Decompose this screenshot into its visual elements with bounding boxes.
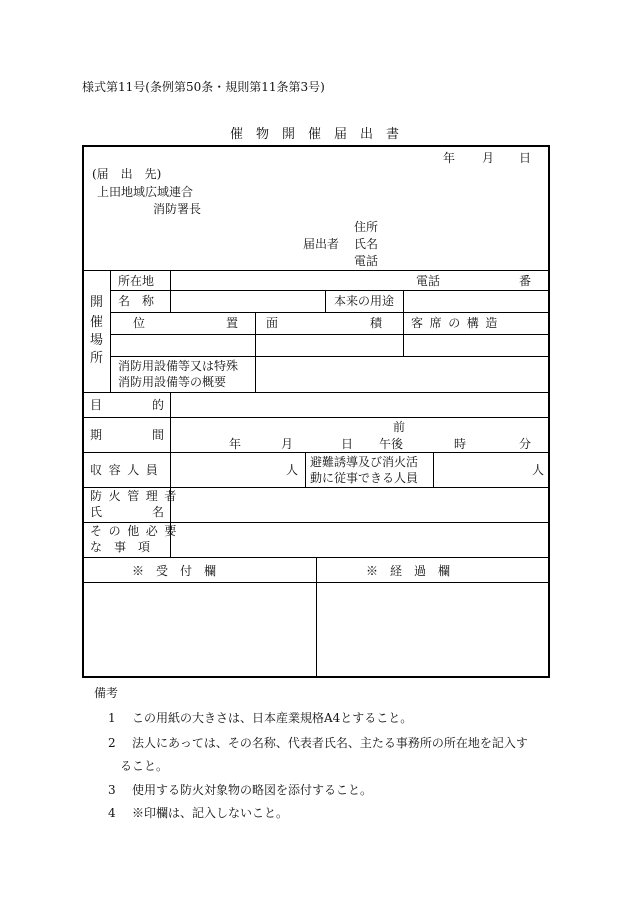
rule <box>316 557 317 678</box>
venue-group-char: 催 <box>90 315 104 330</box>
period-pm: 午後 <box>379 437 404 451</box>
period-month: 月 <box>281 437 294 451</box>
evac-staff-label: 避難誘導及び消火活 <box>310 455 419 469</box>
rule <box>433 452 434 487</box>
rule <box>82 417 550 418</box>
rule <box>305 452 306 487</box>
venue-name-label: 名 称 <box>118 294 155 308</box>
rule <box>110 270 111 392</box>
note-text: この用紙の大きさは、日本産業規格A4とすること。 <box>132 711 413 725</box>
note-number: 1 <box>108 711 116 725</box>
other-matters-label: な 事 項 <box>90 540 151 554</box>
special-equipment-label: 消防用設備等又は特殊 <box>118 359 239 373</box>
venue-seating-label: 客席の構造 <box>411 316 505 330</box>
rule <box>82 270 550 271</box>
rule <box>255 312 256 392</box>
title-char: 催 <box>230 127 244 142</box>
purpose-label: 目 <box>90 398 103 412</box>
rule <box>325 290 326 312</box>
title-char: 開 <box>282 127 296 142</box>
venue-area-label: 面 <box>266 316 279 330</box>
title-char: 出 <box>360 127 374 142</box>
rule <box>110 356 550 357</box>
capacity-unit: 人 <box>286 463 299 477</box>
progress-label: ※ 経 過 欄 <box>366 564 451 578</box>
form-number-header: 様式第11号(条例第50条・規則第11条第3号) <box>82 80 325 94</box>
venue-position-label: 置 <box>226 316 239 330</box>
period-label: 間 <box>152 428 165 442</box>
date-year: 年 <box>443 151 456 165</box>
applicant-phone-label: 電話 <box>354 254 379 268</box>
note-text: ること。 <box>120 759 169 773</box>
reception-label: ※ 受 付 欄 <box>132 564 217 578</box>
venue-group-char: 所 <box>90 351 104 366</box>
note-text: 法人にあっては、その名称、代表者氏名、主たる事務所の所在地を記入す <box>132 736 528 750</box>
rule <box>110 290 550 291</box>
venue-position-label: 位 <box>133 316 146 330</box>
rule <box>82 452 550 453</box>
rule <box>170 270 171 312</box>
venue-group-char: 場 <box>90 333 104 348</box>
evac-staff-label: 動に従事できる人員 <box>310 471 419 485</box>
addressee-chief: 消防署長 <box>153 202 202 216</box>
note-text: 使用する防火対象物の略図を添付すること。 <box>132 783 373 797</box>
venue-use-label: 本来の用途 <box>334 294 395 308</box>
venue-location-label: 所在地 <box>118 274 155 288</box>
fire-manager-name-label: 氏 <box>90 505 103 519</box>
rule <box>82 487 550 488</box>
notes-heading: 備考 <box>94 686 119 700</box>
venue-group-char: 開 <box>90 295 104 310</box>
venue-phone-suffix: 番 <box>519 274 532 288</box>
rule <box>82 392 550 393</box>
fire-manager-name-label: 名 <box>152 505 165 519</box>
date-month: 月 <box>482 151 495 165</box>
capacity-label: 収容人員 <box>90 463 165 477</box>
addressee-label: (届 出 先) <box>92 167 162 181</box>
period-year: 年 <box>229 437 242 451</box>
fire-manager-label: 防火管理者 <box>90 489 184 503</box>
period-minute: 分 <box>519 437 532 451</box>
special-equipment-label: 消防用設備等の概要 <box>118 375 227 389</box>
venue-phone-label: 電話 <box>416 274 441 288</box>
period-label: 期 <box>90 428 103 442</box>
rule <box>110 312 550 313</box>
title-char: 書 <box>386 127 400 142</box>
applicant-name-label: 氏名 <box>354 237 379 251</box>
period-day: 日 <box>341 437 354 451</box>
note-number: 2 <box>108 736 116 750</box>
rule <box>403 290 404 356</box>
applicant-address-label: 住所 <box>354 220 379 234</box>
note-number: 3 <box>108 783 116 797</box>
note-number: 4 <box>108 806 116 820</box>
purpose-label: 的 <box>152 398 165 412</box>
note-text: ※印欄は、記入しないこと。 <box>132 806 289 820</box>
date-day: 日 <box>519 151 532 165</box>
other-matters-label: その他必要 <box>90 524 184 538</box>
evac-staff-unit: 人 <box>532 463 545 477</box>
period-hour: 時 <box>454 437 467 451</box>
period-am: 前 <box>393 420 406 434</box>
addressee-org: 上田地域広域連合 <box>97 185 194 199</box>
rule <box>110 334 550 335</box>
rule <box>82 522 550 523</box>
title-char: 物 <box>256 127 270 142</box>
title-char: 届 <box>334 127 348 142</box>
venue-area-label: 積 <box>370 316 383 330</box>
title-char: 催 <box>308 127 322 142</box>
applicant-label: 届出者 <box>303 237 340 251</box>
